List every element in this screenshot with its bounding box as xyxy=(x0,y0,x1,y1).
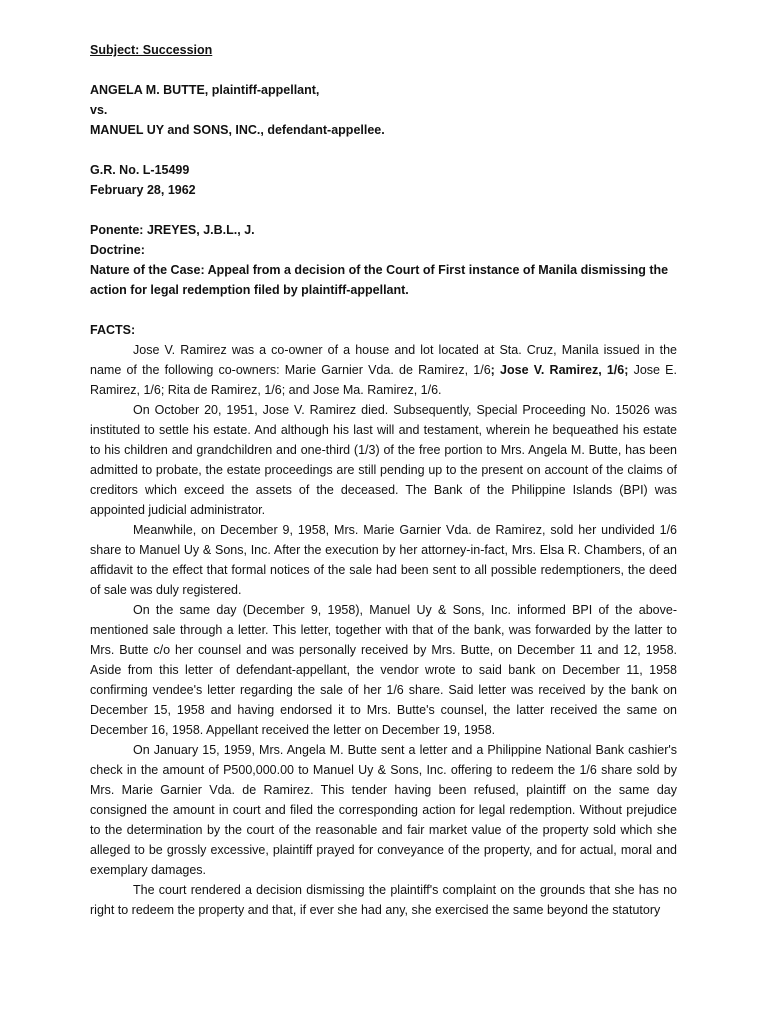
facts-p1-bold: ; Jose V. Ramirez, 1/6; xyxy=(490,363,629,377)
facts-paragraph-4: On the same day (December 9, 1958), Manuel Uy & Sons, Inc. informed BPI of the above-mentioned sale through a letter. This letter, together with that of the bank, was forwarded by the latter to Mrs. Butte c/o her counsel and was personally received by Mrs. Butte, on December 11 and 12, 1958. Aside from this letter of defendant-appellant, the vendor wrote to said bank on December 11, 1958 confirming vendee's letter regarding the sale of her 1/6 share. Said letter was received by the bank on December 15, 1958 and having endorsed it to Mrs. Butte's counsel, the latter received the same on December 16, 1958. Appellant received the letter on December 19, 1958. xyxy=(90,603,677,737)
facts-paragraph-6: The court rendered a decision dismissing the plaintiff's complaint on the grounds that she has no right to redeem the property and that, if ever she had any, she exercised the same beyond the statutory xyxy=(90,883,677,917)
doctrine-label: Doctrine: xyxy=(90,243,145,257)
ponente-line: Ponente: JREYES, J.B.L., J. xyxy=(90,223,255,237)
decision-date: February 28, 1962 xyxy=(90,183,196,197)
plaintiff-name: ANGELA M. BUTTE, plaintiff-appellant, xyxy=(90,83,320,97)
nature-of-case-line-1: Nature of the Case: Appeal from a decision of the Court of First instance of Manila dismissing the xyxy=(90,263,669,277)
facts-p1-text-a: Jose V. Ramirez was a co-owner of a house and lot located at Sta. Cruz, Manila issued in the name of the following co-owners: Marie Garnier Vda. de Ramirez, 1/6 xyxy=(90,343,677,377)
subject-line: Subject: Succession xyxy=(90,43,213,57)
facts-p1-text-c: Jose E. Ramirez, 1/6; Rita de Ramirez, 1/6; and Jose Ma. Ramirez, 1/6. xyxy=(90,363,677,397)
nature-of-case-line-2: action for legal redemption filed by plaintiff-appellant. xyxy=(90,283,409,297)
document-page xyxy=(90,40,677,920)
facts-heading: FACTS: xyxy=(90,323,136,337)
defendant-name: MANUEL UY and SONS, INC., defendant-appellee. xyxy=(90,123,385,137)
facts-paragraph-5: On January 15, 1959, Mrs. Angela M. Butte sent a letter and a Philippine National Bank cashier's check in the amount of P500,000.00 to Manuel Uy & Sons, Inc. offering to redeem the 1/6 share sold by Mrs. Marie Garnier Vda. de Ramirez. This tender having been refused, plaintiff on the same day consigned the amount in court and filed the corresponding action for legal redemption. Without prejudice to the determination by the court of the reasonable and fair market value of the property sold which she alleged to be grossly excessive, plaintiff prayed for conveyance of the property, and for actual, moral and exemplary damages. xyxy=(90,743,677,877)
gr-number: G.R. No. L-15499 xyxy=(90,163,190,177)
versus-label: vs. xyxy=(90,103,108,117)
facts-paragraph-1 xyxy=(90,340,677,400)
facts-paragraph-2: On October 20, 1951, Jose V. Ramirez died. Subsequently, Special Proceeding No. 15026 was instituted to settle his estate. And although his last will and testament, wherein he bequeathed his estate to his children and grandchildren and one-third (1/3) of the free portion to Mrs. Angela M. Butte, has been admitted to probate, the estate proceedings are still pending up to the present on account of the claims of creditors which exceed the assets of the deceased. The Bank of the Philippine Islands (BPI) was appointed judicial administrator. xyxy=(90,403,677,517)
facts-paragraph-3: Meanwhile, on December 9, 1958, Mrs. Marie Garnier Vda. de Ramirez, sold her undivided 1/6 share to Manuel Uy & Sons, Inc. After the execution by her attorney-in-fact, Mrs. Elsa R. Chambers, of an affidavit to the effect that formal notices of the sale had been sent to all possible redemptioners, the deed of sale was duly registered. xyxy=(90,523,677,597)
